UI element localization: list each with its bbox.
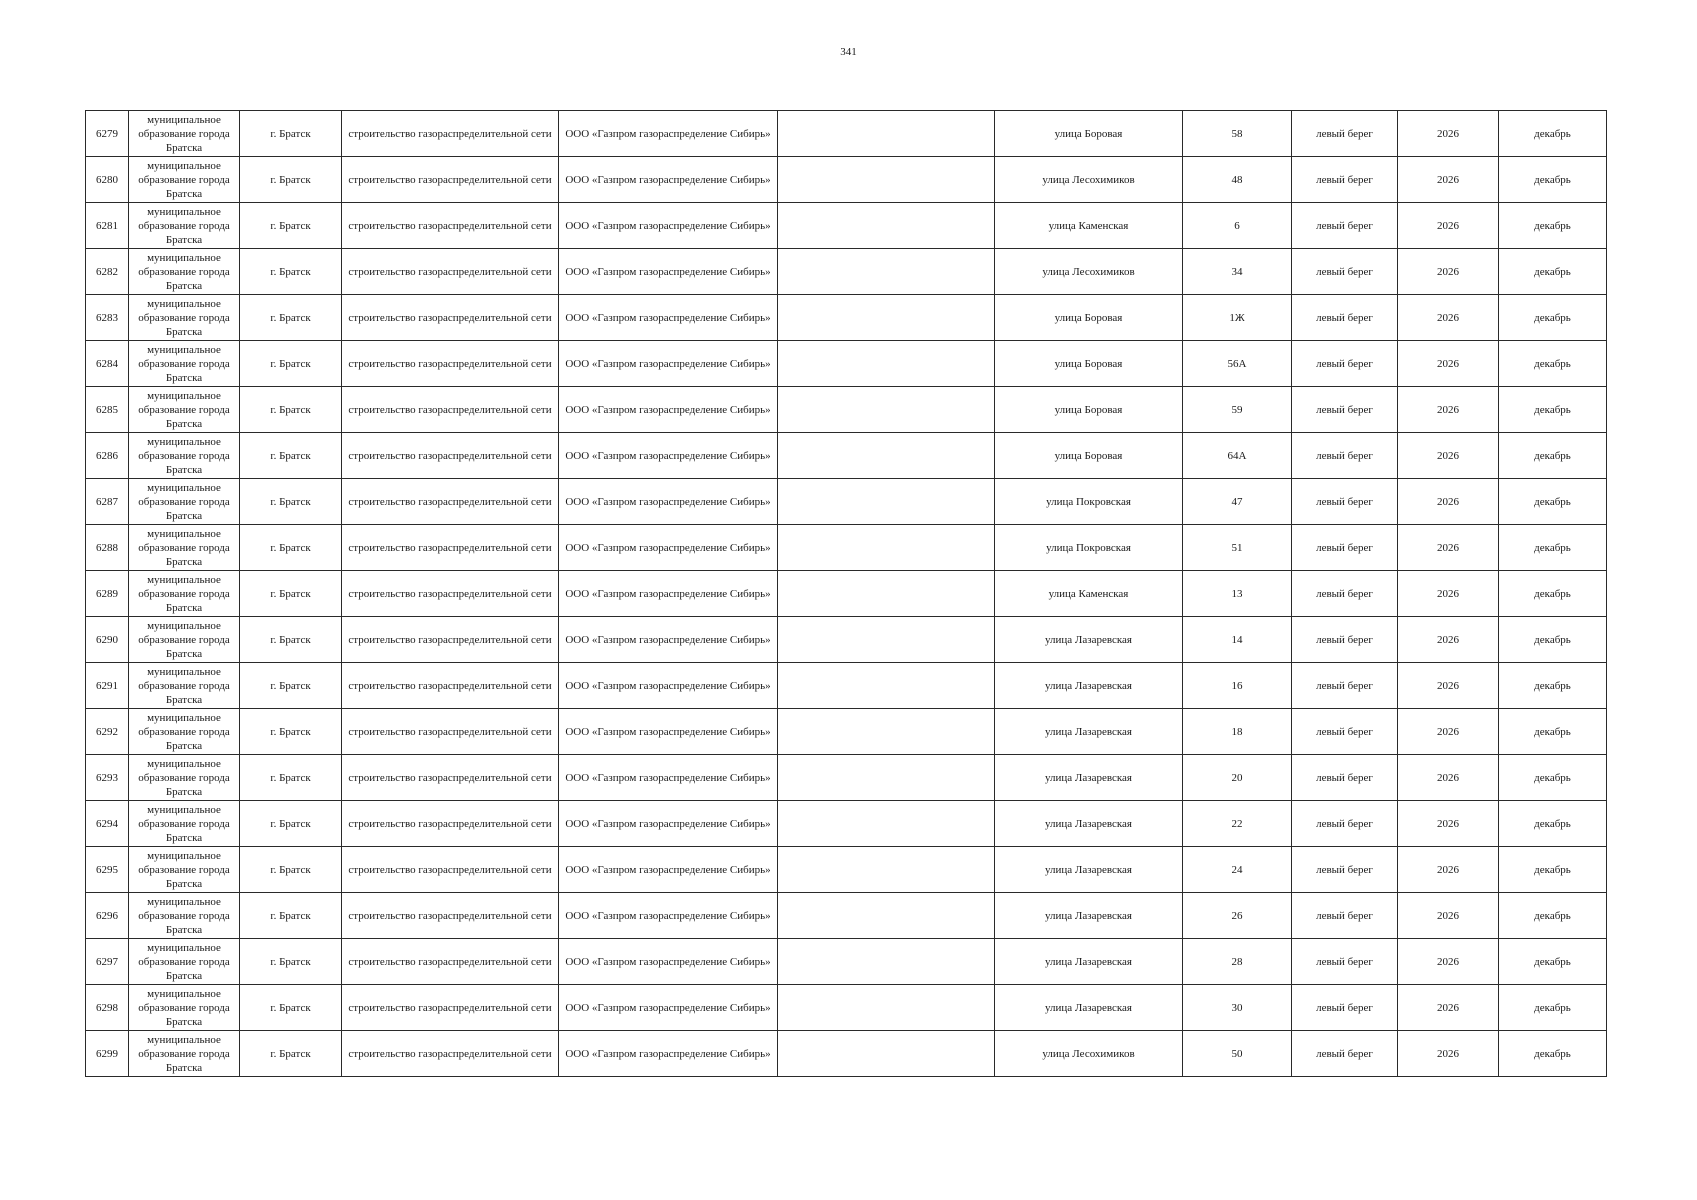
street-cell: улица Лазаревская — [995, 663, 1183, 709]
city-cell: г. Братск — [240, 617, 342, 663]
city-cell: г. Братск — [240, 525, 342, 571]
municipality-cell: муниципальное образование города Братска — [129, 203, 240, 249]
street-cell: улица Лазаревская — [995, 847, 1183, 893]
month-cell: декабрь — [1499, 939, 1607, 985]
table-row — [86, 157, 1607, 203]
work-type-cell: строительство газораспределительной сети — [342, 249, 559, 295]
municipality-cell: муниципальное образование города Братска — [129, 847, 240, 893]
month-cell: декабрь — [1499, 433, 1607, 479]
municipality-cell: муниципальное образование города Братска — [129, 755, 240, 801]
bank-side-cell: левый берег — [1292, 847, 1398, 893]
street-cell: улица Лесохимиков — [995, 1031, 1183, 1077]
year-cell: 2026 — [1398, 111, 1499, 157]
note-cell — [778, 755, 995, 801]
month-cell: декабрь — [1499, 847, 1607, 893]
work-type-cell: строительство газораспределительной сети — [342, 479, 559, 525]
note-cell — [778, 847, 995, 893]
organization-cell: ООО «Газпром газораспределение Сибирь» — [559, 249, 778, 295]
row-number: 6282 — [86, 249, 129, 295]
organization-cell: ООО «Газпром газораспределение Сибирь» — [559, 801, 778, 847]
house-number-cell: 1Ж — [1183, 295, 1292, 341]
note-cell — [778, 1031, 995, 1077]
house-number-cell: 16 — [1183, 663, 1292, 709]
municipality-cell: муниципальное образование города Братска — [129, 801, 240, 847]
month-cell: декабрь — [1499, 341, 1607, 387]
year-cell: 2026 — [1398, 801, 1499, 847]
table-body — [86, 111, 1607, 1077]
street-cell: улица Лазаревская — [995, 755, 1183, 801]
municipality-cell: муниципальное образование города Братска — [129, 111, 240, 157]
organization-cell: ООО «Газпром газораспределение Сибирь» — [559, 525, 778, 571]
organization-cell: ООО «Газпром газораспределение Сибирь» — [559, 433, 778, 479]
work-type-cell: строительство газораспределительной сети — [342, 203, 559, 249]
municipality-cell: муниципальное образование города Братска — [129, 939, 240, 985]
bank-side-cell: левый берег — [1292, 433, 1398, 479]
month-cell: декабрь — [1499, 755, 1607, 801]
organization-cell: ООО «Газпром газораспределение Сибирь» — [559, 111, 778, 157]
work-type-cell: строительство газораспределительной сети — [342, 617, 559, 663]
house-number-cell: 24 — [1183, 847, 1292, 893]
municipality-cell: муниципальное образование города Братска — [129, 1031, 240, 1077]
house-number-cell: 13 — [1183, 571, 1292, 617]
year-cell: 2026 — [1398, 433, 1499, 479]
house-number-cell: 30 — [1183, 985, 1292, 1031]
year-cell: 2026 — [1398, 157, 1499, 203]
organization-cell: ООО «Газпром газораспределение Сибирь» — [559, 157, 778, 203]
year-cell: 2026 — [1398, 525, 1499, 571]
note-cell — [778, 387, 995, 433]
year-cell: 2026 — [1398, 847, 1499, 893]
work-type-cell: строительство газораспределительной сети — [342, 847, 559, 893]
street-cell: улица Боровая — [995, 387, 1183, 433]
bank-side-cell: левый берег — [1292, 709, 1398, 755]
municipality-cell: муниципальное образование города Братска — [129, 617, 240, 663]
table-row — [86, 847, 1607, 893]
year-cell: 2026 — [1398, 479, 1499, 525]
work-type-cell: строительство газораспределительной сети — [342, 433, 559, 479]
house-number-cell: 58 — [1183, 111, 1292, 157]
work-type-cell: строительство газораспределительной сети — [342, 801, 559, 847]
work-type-cell: строительство газораспределительной сети — [342, 525, 559, 571]
row-number: 6290 — [86, 617, 129, 663]
street-cell: улица Лазаревская — [995, 801, 1183, 847]
work-type-cell: строительство газораспределительной сети — [342, 985, 559, 1031]
bank-side-cell: левый берег — [1292, 617, 1398, 663]
note-cell — [778, 157, 995, 203]
note-cell — [778, 985, 995, 1031]
house-number-cell: 47 — [1183, 479, 1292, 525]
house-number-cell: 28 — [1183, 939, 1292, 985]
house-number-cell: 64А — [1183, 433, 1292, 479]
organization-cell: ООО «Газпром газораспределение Сибирь» — [559, 985, 778, 1031]
work-type-cell: строительство газораспределительной сети — [342, 341, 559, 387]
street-cell: улица Боровая — [995, 433, 1183, 479]
bank-side-cell: левый берег — [1292, 663, 1398, 709]
house-number-cell: 18 — [1183, 709, 1292, 755]
row-number: 6286 — [86, 433, 129, 479]
table-row — [86, 203, 1607, 249]
row-number: 6293 — [86, 755, 129, 801]
organization-cell: ООО «Газпром газораспределение Сибирь» — [559, 295, 778, 341]
year-cell: 2026 — [1398, 295, 1499, 341]
city-cell: г. Братск — [240, 157, 342, 203]
year-cell: 2026 — [1398, 1031, 1499, 1077]
work-type-cell: строительство газораспределительной сети — [342, 893, 559, 939]
house-number-cell: 59 — [1183, 387, 1292, 433]
municipality-cell: муниципальное образование города Братска — [129, 893, 240, 939]
year-cell: 2026 — [1398, 663, 1499, 709]
year-cell: 2026 — [1398, 755, 1499, 801]
street-cell: улица Покровская — [995, 479, 1183, 525]
row-number: 6281 — [86, 203, 129, 249]
city-cell: г. Братск — [240, 111, 342, 157]
street-cell: улица Боровая — [995, 111, 1183, 157]
house-number-cell: 51 — [1183, 525, 1292, 571]
row-number: 6294 — [86, 801, 129, 847]
municipality-cell: муниципальное образование города Братска — [129, 709, 240, 755]
note-cell — [778, 203, 995, 249]
row-number: 6285 — [86, 387, 129, 433]
month-cell: декабрь — [1499, 801, 1607, 847]
street-cell: улица Боровая — [995, 295, 1183, 341]
house-number-cell: 50 — [1183, 1031, 1292, 1077]
month-cell: декабрь — [1499, 249, 1607, 295]
organization-cell: ООО «Газпром газораспределение Сибирь» — [559, 847, 778, 893]
table-row — [86, 111, 1607, 157]
house-number-cell: 6 — [1183, 203, 1292, 249]
bank-side-cell: левый берег — [1292, 479, 1398, 525]
work-type-cell: строительство газораспределительной сети — [342, 939, 559, 985]
house-number-cell: 22 — [1183, 801, 1292, 847]
table-row — [86, 387, 1607, 433]
note-cell — [778, 663, 995, 709]
year-cell: 2026 — [1398, 985, 1499, 1031]
municipality-cell: муниципальное образование города Братска — [129, 387, 240, 433]
city-cell: г. Братск — [240, 847, 342, 893]
municipality-cell: муниципальное образование города Братска — [129, 479, 240, 525]
month-cell: декабрь — [1499, 1031, 1607, 1077]
work-type-cell: строительство газораспределительной сети — [342, 111, 559, 157]
city-cell: г. Братск — [240, 387, 342, 433]
year-cell: 2026 — [1398, 893, 1499, 939]
municipality-cell: муниципальное образование города Братска — [129, 663, 240, 709]
organization-cell: ООО «Газпром газораспределение Сибирь» — [559, 341, 778, 387]
street-cell: улица Лесохимиков — [995, 157, 1183, 203]
street-cell: улица Каменская — [995, 571, 1183, 617]
street-cell: улица Лазаревская — [995, 939, 1183, 985]
municipality-cell: муниципальное образование города Братска — [129, 157, 240, 203]
municipality-cell: муниципальное образование города Братска — [129, 249, 240, 295]
city-cell: г. Братск — [240, 709, 342, 755]
city-cell: г. Братск — [240, 663, 342, 709]
bank-side-cell: левый берег — [1292, 387, 1398, 433]
street-cell: улица Боровая — [995, 341, 1183, 387]
row-number: 6288 — [86, 525, 129, 571]
house-number-cell: 20 — [1183, 755, 1292, 801]
note-cell — [778, 571, 995, 617]
bank-side-cell: левый берег — [1292, 249, 1398, 295]
organization-cell: ООО «Газпром газораспределение Сибирь» — [559, 387, 778, 433]
bank-side-cell: левый берег — [1292, 157, 1398, 203]
note-cell — [778, 111, 995, 157]
municipality-cell: муниципальное образование города Братска — [129, 985, 240, 1031]
work-type-cell: строительство газораспределительной сети — [342, 387, 559, 433]
organization-cell: ООО «Газпром газораспределение Сибирь» — [559, 709, 778, 755]
table-row — [86, 1031, 1607, 1077]
note-cell — [778, 939, 995, 985]
city-cell: г. Братск — [240, 479, 342, 525]
row-number: 6295 — [86, 847, 129, 893]
city-cell: г. Братск — [240, 939, 342, 985]
note-cell — [778, 525, 995, 571]
row-number: 6299 — [86, 1031, 129, 1077]
house-number-cell: 26 — [1183, 893, 1292, 939]
note-cell — [778, 433, 995, 479]
month-cell: декабрь — [1499, 479, 1607, 525]
page-number: 341 — [840, 46, 857, 58]
bank-side-cell: левый берег — [1292, 295, 1398, 341]
house-number-cell: 48 — [1183, 157, 1292, 203]
municipality-cell: муниципальное образование города Братска — [129, 525, 240, 571]
organization-cell: ООО «Газпром газораспределение Сибирь» — [559, 1031, 778, 1077]
work-type-cell: строительство газораспределительной сети — [342, 709, 559, 755]
organization-cell: ООО «Газпром газораспределение Сибирь» — [559, 663, 778, 709]
bank-side-cell: левый берег — [1292, 525, 1398, 571]
note-cell — [778, 341, 995, 387]
street-cell: улица Лазаревская — [995, 709, 1183, 755]
street-cell: улица Каменская — [995, 203, 1183, 249]
row-number: 6287 — [86, 479, 129, 525]
month-cell: декабрь — [1499, 157, 1607, 203]
year-cell: 2026 — [1398, 341, 1499, 387]
municipality-cell: муниципальное образование города Братска — [129, 341, 240, 387]
organization-cell: ООО «Газпром газораспределение Сибирь» — [559, 617, 778, 663]
bank-side-cell: левый берег — [1292, 985, 1398, 1031]
street-cell: улица Лазаревская — [995, 985, 1183, 1031]
organization-cell: ООО «Газпром газораспределение Сибирь» — [559, 203, 778, 249]
table-row — [86, 663, 1607, 709]
table-row — [86, 479, 1607, 525]
note-cell — [778, 801, 995, 847]
bank-side-cell: левый берег — [1292, 801, 1398, 847]
month-cell: декабрь — [1499, 893, 1607, 939]
table-row — [86, 249, 1607, 295]
municipality-cell: муниципальное образование города Братска — [129, 571, 240, 617]
table-row — [86, 709, 1607, 755]
municipality-cell: муниципальное образование города Братска — [129, 433, 240, 479]
year-cell: 2026 — [1398, 709, 1499, 755]
table-row — [86, 341, 1607, 387]
table-row — [86, 755, 1607, 801]
municipality-cell: муниципальное образование города Братска — [129, 295, 240, 341]
register-table — [85, 110, 1607, 1077]
organization-cell: ООО «Газпром газораспределение Сибирь» — [559, 479, 778, 525]
row-number: 6284 — [86, 341, 129, 387]
year-cell: 2026 — [1398, 249, 1499, 295]
city-cell: г. Братск — [240, 1031, 342, 1077]
row-number: 6291 — [86, 663, 129, 709]
work-type-cell: строительство газораспределительной сети — [342, 295, 559, 341]
row-number: 6289 — [86, 571, 129, 617]
work-type-cell: строительство газораспределительной сети — [342, 571, 559, 617]
bank-side-cell: левый берег — [1292, 111, 1398, 157]
month-cell: декабрь — [1499, 985, 1607, 1031]
note-cell — [778, 709, 995, 755]
organization-cell: ООО «Газпром газораспределение Сибирь» — [559, 939, 778, 985]
work-type-cell: строительство газораспределительной сети — [342, 157, 559, 203]
month-cell: декабрь — [1499, 571, 1607, 617]
city-cell: г. Братск — [240, 893, 342, 939]
month-cell: декабрь — [1499, 525, 1607, 571]
row-number: 6296 — [86, 893, 129, 939]
work-type-cell: строительство газораспределительной сети — [342, 1031, 559, 1077]
street-cell: улица Лесохимиков — [995, 249, 1183, 295]
street-cell: улица Лазаревская — [995, 617, 1183, 663]
street-cell: улица Лазаревская — [995, 893, 1183, 939]
month-cell: декабрь — [1499, 387, 1607, 433]
note-cell — [778, 249, 995, 295]
month-cell: декабрь — [1499, 203, 1607, 249]
year-cell: 2026 — [1398, 617, 1499, 663]
city-cell: г. Братск — [240, 249, 342, 295]
city-cell: г. Братск — [240, 985, 342, 1031]
city-cell: г. Братск — [240, 755, 342, 801]
month-cell: декабрь — [1499, 709, 1607, 755]
month-cell: декабрь — [1499, 663, 1607, 709]
table-row — [86, 939, 1607, 985]
year-cell: 2026 — [1398, 571, 1499, 617]
table-row — [86, 801, 1607, 847]
row-number: 6297 — [86, 939, 129, 985]
row-number: 6298 — [86, 985, 129, 1031]
city-cell: г. Братск — [240, 433, 342, 479]
table-row — [86, 617, 1607, 663]
bank-side-cell: левый берег — [1292, 893, 1398, 939]
table-row — [86, 433, 1607, 479]
row-number: 6292 — [86, 709, 129, 755]
work-type-cell: строительство газораспределительной сети — [342, 663, 559, 709]
row-number: 6283 — [86, 295, 129, 341]
month-cell: декабрь — [1499, 111, 1607, 157]
note-cell — [778, 893, 995, 939]
table-row — [86, 985, 1607, 1031]
note-cell — [778, 295, 995, 341]
year-cell: 2026 — [1398, 203, 1499, 249]
table-row — [86, 525, 1607, 571]
house-number-cell: 34 — [1183, 249, 1292, 295]
bank-side-cell: левый берег — [1292, 203, 1398, 249]
bank-side-cell: левый берег — [1292, 939, 1398, 985]
city-cell: г. Братск — [240, 801, 342, 847]
bank-side-cell: левый берег — [1292, 1031, 1398, 1077]
city-cell: г. Братск — [240, 295, 342, 341]
table-row — [86, 295, 1607, 341]
organization-cell: ООО «Газпром газораспределение Сибирь» — [559, 571, 778, 617]
note-cell — [778, 479, 995, 525]
note-cell — [778, 617, 995, 663]
bank-side-cell: левый берег — [1292, 755, 1398, 801]
row-number: 6279 — [86, 111, 129, 157]
house-number-cell: 56А — [1183, 341, 1292, 387]
row-number: 6280 — [86, 157, 129, 203]
table-row — [86, 571, 1607, 617]
organization-cell: ООО «Газпром газораспределение Сибирь» — [559, 893, 778, 939]
year-cell: 2026 — [1398, 387, 1499, 433]
city-cell: г. Братск — [240, 571, 342, 617]
house-number-cell: 14 — [1183, 617, 1292, 663]
city-cell: г. Братск — [240, 341, 342, 387]
year-cell: 2026 — [1398, 939, 1499, 985]
month-cell: декабрь — [1499, 295, 1607, 341]
table-row — [86, 893, 1607, 939]
organization-cell: ООО «Газпром газораспределение Сибирь» — [559, 755, 778, 801]
city-cell: г. Братск — [240, 203, 342, 249]
bank-side-cell: левый берег — [1292, 341, 1398, 387]
bank-side-cell: левый берег — [1292, 571, 1398, 617]
month-cell: декабрь — [1499, 617, 1607, 663]
street-cell: улица Покровская — [995, 525, 1183, 571]
work-type-cell: строительство газораспределительной сети — [342, 755, 559, 801]
